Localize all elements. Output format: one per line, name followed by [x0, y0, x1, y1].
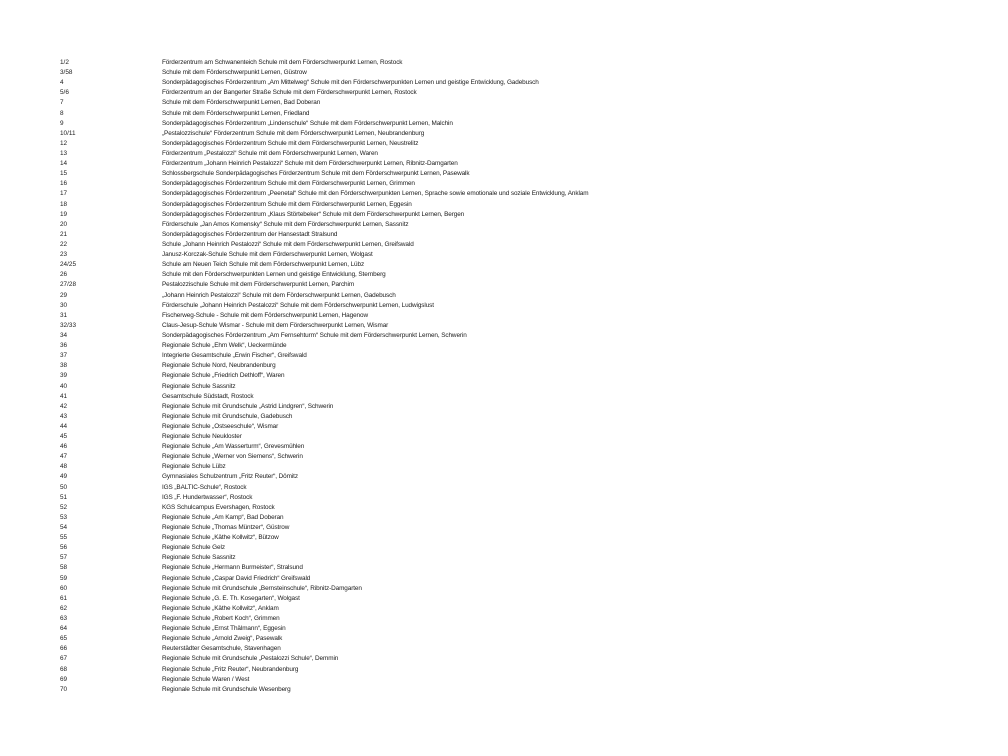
row-school-name: Regionale Schule „Fritz Reuter“, Neubrandenburg: [162, 665, 299, 673]
list-row: [0, 644, 1008, 654]
row-school-name: Schule „Johann Heinrich Pestalozzi“ Schule mit dem Förderschwerpunkt Lernen, Greifswald: [162, 240, 414, 248]
row-number: 12: [60, 139, 68, 147]
list-row: [0, 230, 1008, 240]
row-school-name: Regionale Schule „Käthe Kollwitz“, Bützow: [162, 534, 279, 542]
list-row: [0, 159, 1008, 169]
row-number: 58: [60, 564, 68, 572]
row-school-name: Sonderpädagogisches Förderzentrum „Lindenschule“ Schule mit dem Förderschwerpunkt Lernen, Malchin: [162, 119, 453, 127]
row-number: 18: [60, 200, 68, 208]
row-school-name: Regionale Schule „Robert Koch“, Grimmen: [162, 615, 280, 623]
list-row: [0, 574, 1008, 584]
row-school-name: Pestalozzischule Schule mit dem Förderschwerpunkt Lernen, Parchim: [162, 281, 355, 289]
row-number: 29: [60, 291, 68, 299]
list-row: [0, 584, 1008, 594]
list-row: [0, 493, 1008, 503]
list-row: [0, 503, 1008, 513]
row-school-name: Fischerweg-Schule - Schule mit dem Förderschwerpunkt Lernen, Hagenow: [162, 311, 368, 319]
row-school-name: Regionale Schule „Käthe Kollwitz“, Anklam: [162, 604, 279, 612]
row-number: 30: [60, 301, 68, 309]
row-school-name: Janusz-Korczak-Schule Schule mit dem Förderschwerpunkt Lernen, Wolgast: [162, 251, 373, 259]
list-row: [0, 331, 1008, 341]
row-number: 21: [60, 230, 68, 238]
list-row: [0, 109, 1008, 119]
row-number: 60: [60, 584, 68, 592]
list-row: [0, 280, 1008, 290]
row-school-name: Schule mit dem Förderschwerpunkt Lernen, Güstrow: [162, 69, 307, 77]
list-row: [0, 58, 1008, 68]
row-number: 36: [60, 342, 68, 350]
row-school-name: Förderzentrum „Johann Heinrich Pestalozzi“ Schule mit dem Förderschwerpunkt Lernen, Ribnitz-Damgarten: [162, 160, 458, 168]
row-school-name: Regionale Schule mit Grundschule „Pestalozzi Schule“, Demmin: [162, 655, 339, 663]
row-school-name: Regionale Schule „Am Wasserturm“, Grevesmühlen: [162, 443, 305, 451]
row-number: 14: [60, 160, 68, 168]
row-school-name: Schlossbergschule Sonderpädagogisches Förderzentrum Schule mit dem Förderschwerpunkt Lernen, Pasewalk: [162, 170, 470, 178]
list-row: [0, 220, 1008, 230]
row-school-name: Regionale Schule Lübz: [162, 463, 226, 471]
row-number: 23: [60, 251, 68, 259]
list-row: [0, 169, 1008, 179]
row-school-name: Claus-Jesup-Schule Wismar - Schule mit dem Förderschwerpunkt Lernen, Wismar: [162, 321, 389, 329]
list-row: [0, 179, 1008, 189]
row-school-name: Regionale Schule Nord, Neubrandenburg: [162, 362, 276, 370]
row-school-name: „Johann Heinrich Pestalozzi“ Schule mit dem Förderschwerpunkt Lernen, Gadebusch: [162, 291, 396, 299]
row-school-name: Gymnasiales Schulzentrum „Fritz Reuter“, Dömitz: [162, 473, 298, 481]
list-row: [0, 78, 1008, 88]
row-school-name: Reuterstädter Gesamtschule, Stavenhagen: [162, 645, 281, 653]
row-number: 67: [60, 655, 68, 663]
list-row: [0, 442, 1008, 452]
row-number: 42: [60, 402, 68, 410]
row-school-name: Sonderpädagogisches Förderzentrum der Hansestadt Stralsund: [162, 230, 338, 238]
row-school-name: Regionale Schule Waren / West: [162, 675, 250, 683]
list-row: [0, 563, 1008, 573]
list-row: [0, 149, 1008, 159]
row-school-name: Regionale Schule Sassnitz: [162, 382, 236, 390]
row-school-name: Schule mit den Förderschwerpunkten Lernen und geistige Entwicklung, Sternberg: [162, 271, 386, 279]
list-row: [0, 654, 1008, 664]
list-row: [0, 361, 1008, 371]
list-row: [0, 604, 1008, 614]
row-school-name: Sonderpädagogisches Förderzentrum Schule mit dem Förderschwerpunkt Lernen, Eggesin: [162, 200, 412, 208]
row-school-name: Sonderpädagogisches Förderzentrum „Peenetal“ Schule mit den Förderschwerpunkten Lernen, Sprache sowie emotionale und soziale Entwicklung, Anklam: [162, 190, 589, 198]
list-row: [0, 139, 1008, 149]
list-row: [0, 685, 1008, 695]
list-row: [0, 382, 1008, 392]
row-school-name: Schule mit dem Förderschwerpunkt Lernen, Bad Doberan: [162, 99, 321, 107]
row-school-name: Schule mit dem Förderschwerpunkt Lernen, Friedland: [162, 109, 310, 117]
row-number: 54: [60, 524, 68, 532]
row-number: 26: [60, 271, 68, 279]
list-row: [0, 240, 1008, 250]
list-row: [0, 533, 1008, 543]
list-row: [0, 270, 1008, 280]
list-row: [0, 523, 1008, 533]
list-row: [0, 119, 1008, 129]
row-school-name: Förderzentrum am Schwanenteich Schule mit dem Förderschwerpunkt Lernen, Rostock: [162, 59, 403, 66]
school-list: [0, 58, 1008, 695]
row-number: 48: [60, 463, 68, 471]
list-row: [0, 210, 1008, 220]
row-number: 45: [60, 433, 68, 441]
row-number: 17: [60, 190, 68, 198]
row-number: 4: [60, 79, 64, 87]
row-number: 68: [60, 665, 68, 673]
row-number: 38: [60, 362, 68, 370]
list-row: [0, 634, 1008, 644]
list-row: [0, 371, 1008, 381]
row-number: 15: [60, 170, 68, 178]
row-number: 13: [60, 149, 68, 157]
row-number: 41: [60, 392, 68, 400]
row-number: 56: [60, 544, 68, 552]
row-number: 20: [60, 220, 68, 228]
list-row: [0, 594, 1008, 604]
row-number: 9: [60, 119, 64, 127]
list-row: [0, 392, 1008, 402]
row-school-name: Sonderpädagogisches Förderzentrum „Am Fernsehturm“ Schule mit dem Förderschwerpunkt Lernen, Schwerin: [162, 331, 467, 339]
row-number: 66: [60, 645, 68, 653]
row-school-name: Regionale Schule mit Grundschule, Gadebusch: [162, 412, 293, 420]
list-row: [0, 189, 1008, 199]
row-school-name: Regionale Schule „Hermann Burmeister“, Stralsund: [162, 564, 303, 572]
row-number: 53: [60, 513, 68, 521]
row-school-name: Regionale Schule „Werner von Siemens“, Schwerin: [162, 453, 303, 461]
row-school-name: Regionale Schule „Ostseeschule“, Wismar: [162, 422, 279, 430]
list-row: [0, 351, 1008, 361]
list-row: [0, 98, 1008, 108]
row-number: 62: [60, 604, 68, 612]
list-row: [0, 483, 1008, 493]
row-school-name: Regionale Schule „Friedrich Dethloff“, Waren: [162, 372, 285, 380]
row-school-name: Regionale Schule mit Grundschule „Astrid Lindgren“, Schwerin: [162, 402, 334, 410]
row-school-name: Regionale Schule mit Grundschule „Bernsteinschule“, Ribnitz-Damgarten: [162, 584, 362, 592]
row-school-name: Sonderpädagogisches Förderzentrum „Am Mittelweg“ Schule mit den Förderschwerpunkten Lernen und geistige Entwicklung, Gadebusch: [162, 79, 539, 87]
list-row: [0, 472, 1008, 482]
list-row: [0, 422, 1008, 432]
row-number: 57: [60, 554, 68, 562]
row-number: 52: [60, 503, 68, 511]
list-row: [0, 543, 1008, 553]
row-school-name: Regionale Schule „Thomas Müntzer“, Güstrow: [162, 524, 290, 532]
list-row: [0, 88, 1008, 98]
row-number: 39: [60, 372, 68, 380]
row-school-name: Förderzentrum „Pestalozzi“ Schule mit dem Förderschwerpunkt Lernen, Waren: [162, 149, 378, 157]
row-school-name: Schule am Neuen Teich Schule mit dem Förderschwerpunkt Lernen, Lübz: [162, 261, 365, 269]
row-school-name: Regionale Schule „Am Kamp“, Bad Doberan: [162, 513, 284, 521]
row-number: 5/6: [60, 89, 69, 97]
row-number: 64: [60, 625, 68, 633]
row-number: 55: [60, 534, 68, 542]
list-row: [0, 68, 1008, 78]
list-row: [0, 452, 1008, 462]
row-number: 37: [60, 352, 68, 360]
row-school-name: Förderschule „Johann Heinrich Pestalozzi“ Schule mit dem Förderschwerpunkt Lernen, Ludwigslust: [162, 301, 434, 309]
list-row: [0, 200, 1008, 210]
row-number: 51: [60, 493, 68, 501]
row-number: 3/58: [60, 69, 73, 77]
row-school-name: Gesamtschule Südstadt, Rostock: [162, 392, 254, 400]
row-number: 19: [60, 210, 68, 218]
row-number: 47: [60, 453, 68, 461]
row-school-name: Förderzentrum an der Bangerter Straße Schule mit dem Förderschwerpunkt Lernen, Rostock: [162, 89, 417, 97]
row-school-name: Regionale Schule Gelz: [162, 544, 225, 552]
row-number: 63: [60, 615, 68, 623]
row-number: 10/11: [60, 129, 76, 137]
list-row: [0, 462, 1008, 472]
list-row: [0, 311, 1008, 321]
list-row: [0, 513, 1008, 523]
row-number: 69: [60, 675, 68, 683]
list-row: [0, 614, 1008, 624]
row-number: 1/2: [60, 59, 69, 66]
row-school-name: Förderschule „Jan Amos Komensky“ Schule mit dem Förderschwerpunkt Lernen, Sassnitz: [162, 220, 409, 228]
row-school-name: Sonderpädagogisches Förderzentrum Schule mit dem Förderschwerpunkt Lernen, Neustrelitz: [162, 139, 419, 147]
row-school-name: IGS „F. Hundertwasser“, Rostock: [162, 493, 253, 501]
row-school-name: Sonderpädagogisches Förderzentrum „Klaus Störtebeker“ Schule mit dem Förderschwerpunkt Lernen, Bergen: [162, 210, 465, 218]
row-number: 46: [60, 443, 68, 451]
list-row: [0, 291, 1008, 301]
row-number: 70: [60, 685, 68, 693]
row-school-name: Integrierte Gesamtschule „Erwin Fischer“, Greifswald: [162, 352, 307, 360]
row-number: 7: [60, 99, 64, 107]
row-number: 40: [60, 382, 68, 390]
row-school-name: Regionale Schule Neukloster: [162, 433, 242, 441]
row-school-name: Regionale Schule „Ehm Welk“, Ueckermünde: [162, 342, 287, 350]
list-row: [0, 432, 1008, 442]
list-row: [0, 250, 1008, 260]
list-row: [0, 665, 1008, 675]
row-school-name: KGS Schulcampus Evershagen, Rostock: [162, 503, 275, 511]
row-school-name: Regionale Schule mit Grundschule Wesenberg: [162, 685, 291, 693]
list-row: [0, 412, 1008, 422]
list-row: [0, 301, 1008, 311]
row-school-name: IGS „BALTIC-Schule“, Rostock: [162, 483, 247, 491]
row-number: 49: [60, 473, 68, 481]
row-number: 61: [60, 594, 68, 602]
row-number: 50: [60, 483, 68, 491]
list-row: [0, 260, 1008, 270]
row-number: 16: [60, 180, 68, 188]
row-number: 65: [60, 635, 68, 643]
row-number: 32/33: [60, 321, 76, 329]
row-number: 43: [60, 412, 68, 420]
list-row: [0, 129, 1008, 139]
row-number: 24/25: [60, 261, 76, 269]
row-school-name: Sonderpädagogisches Förderzentrum Schule mit dem Förderschwerpunkt Lernen, Grimmen: [162, 180, 415, 188]
row-school-name: Regionale Schule „G. E. Th. Kosegarten“, Wolgast: [162, 594, 300, 602]
row-school-name: Regionale Schule Sassnitz: [162, 554, 236, 562]
list-row: [0, 402, 1008, 412]
list-row: [0, 321, 1008, 331]
row-school-name: „Pestalozzischule“ Förderzentrum Schule mit dem Förderschwerpunkt Lernen, Neubrandenburg: [162, 129, 425, 137]
row-number: 27/28: [60, 281, 76, 289]
list-row: [0, 553, 1008, 563]
row-school-name: Regionale Schule „Caspar David Friedrich“ Greifswald: [162, 574, 311, 582]
row-number: 44: [60, 422, 68, 430]
list-row: [0, 624, 1008, 634]
row-number: 34: [60, 331, 68, 339]
row-school-name: Regionale Schule „Ernst Thälmann“, Eggesin: [162, 625, 286, 633]
list-row: [0, 341, 1008, 351]
row-school-name: Regionale Schule „Arnold Zweig“, Pasewalk: [162, 635, 283, 643]
row-number: 22: [60, 240, 68, 248]
list-row: [0, 675, 1008, 685]
row-number: 59: [60, 574, 68, 582]
row-number: 8: [60, 109, 64, 117]
row-number: 31: [60, 311, 68, 319]
